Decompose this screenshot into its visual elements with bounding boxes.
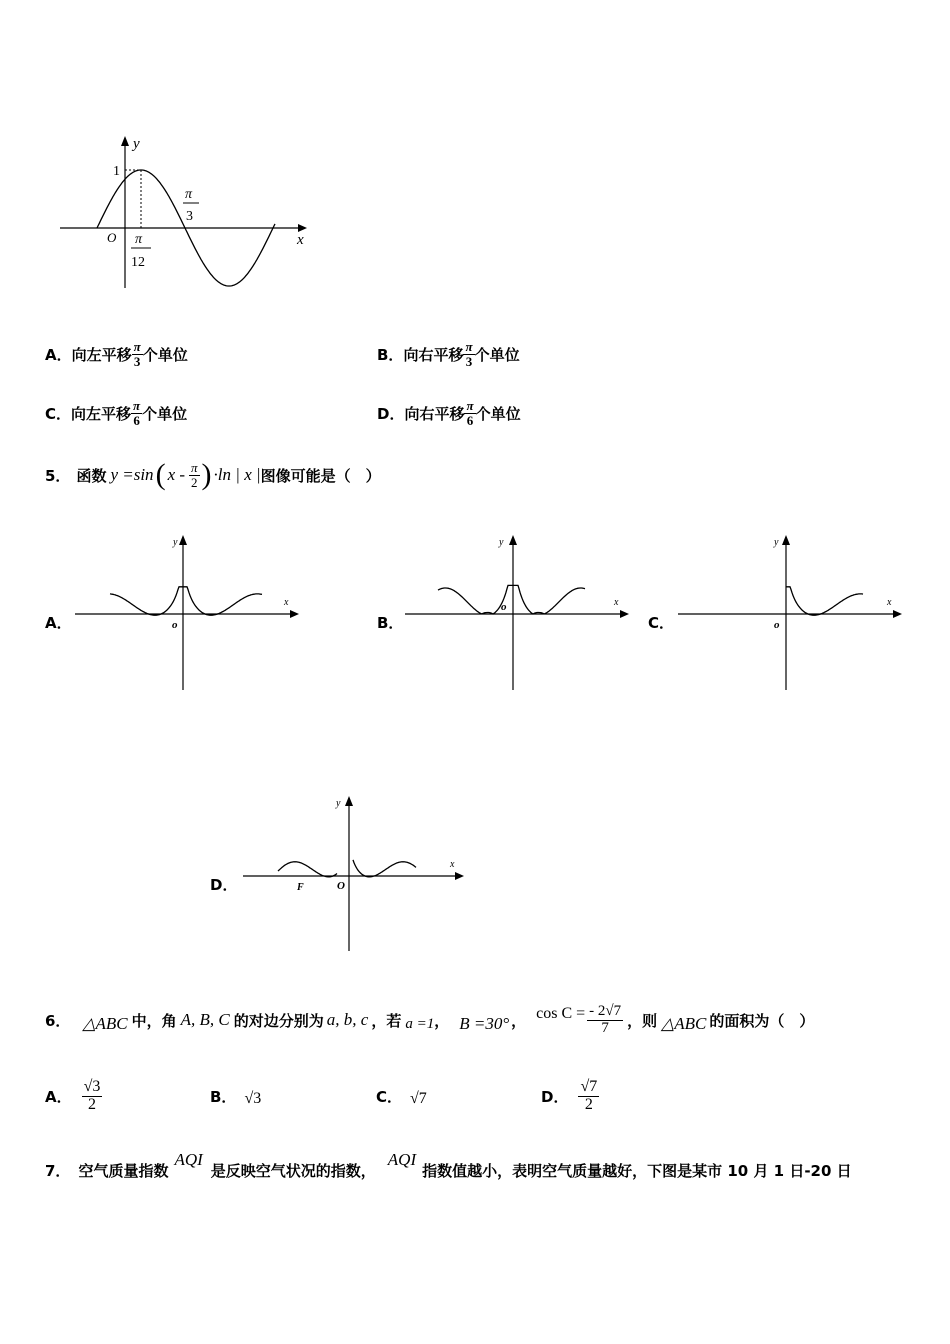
sides: a, b, c bbox=[326, 1010, 369, 1029]
q6-option-d[interactable] bbox=[541, 1068, 599, 1124]
q5-stem: 5． 函数 y =sin ( x - $\frac{\pi}{2}$ ) ·ln | x | 图像可能是（ ） bbox=[45, 458, 381, 491]
x-axis-arrow bbox=[298, 224, 307, 232]
option-text: 向左平移 bbox=[71, 404, 132, 423]
option-text: 个单位 bbox=[475, 404, 521, 423]
stem-text: 空气质量指数 bbox=[78, 1161, 169, 1180]
option-letter: C． bbox=[45, 404, 72, 423]
svg-text:x: x bbox=[887, 597, 892, 608]
y-label: y bbox=[133, 136, 140, 152]
option-text: 个单位 bbox=[142, 404, 188, 423]
option-fraction: $\frac{√7}{2}$ bbox=[580, 1077, 598, 1113]
svg-text:x: x bbox=[614, 597, 619, 608]
x-label: x bbox=[297, 232, 304, 248]
pi3-num: π bbox=[185, 187, 193, 202]
option-letter: A． bbox=[45, 345, 72, 364]
option-letter: B． bbox=[210, 1087, 237, 1106]
stem-text: 函数 bbox=[76, 466, 107, 485]
formula-part: x - bbox=[167, 465, 186, 484]
graph-c[interactable] bbox=[673, 532, 908, 692]
option-letter: D． bbox=[377, 404, 405, 423]
svg-text:o: o bbox=[774, 619, 780, 631]
q4-option-d[interactable] bbox=[377, 399, 521, 427]
option-text: 向右平移 bbox=[404, 404, 465, 423]
triangle-label: △ABC bbox=[82, 1014, 128, 1033]
formula-fraction: $\frac{\pi}{2}$ bbox=[191, 459, 198, 490]
question-number: 6． bbox=[45, 1011, 71, 1030]
question-number: 7． bbox=[45, 1161, 71, 1180]
svg-text:y: y bbox=[499, 537, 504, 548]
svg-text:F: F bbox=[297, 882, 304, 893]
option-text: 向左平移 bbox=[71, 345, 132, 364]
q4-option-c[interactable] bbox=[45, 399, 187, 427]
stem-text: ，则 bbox=[627, 1011, 658, 1030]
option-fraction: $\frac{\pi}{3}$ bbox=[133, 339, 141, 369]
q6-stem: 6． △ABC 中，角 A, B, C 的对边分别为 a, b, c ，若 a =1 ， B =30° ， cos C = $\frac{- 2√7}{7}$ ，则 △ABC 的面积为（ ） bbox=[45, 1002, 815, 1036]
stem-text: 中，角 bbox=[131, 1011, 177, 1030]
graph-a-letter[interactable]: A． bbox=[45, 614, 72, 632]
graph-d-curve bbox=[278, 860, 416, 877]
option-text: 个单位 bbox=[142, 345, 188, 364]
graph-c-curve bbox=[786, 587, 863, 615]
pi3-den: 3 bbox=[186, 209, 193, 224]
graph-b-letter[interactable]: B． bbox=[377, 614, 404, 632]
svg-text:x: x bbox=[284, 597, 289, 608]
q6-option-c[interactable] bbox=[376, 1068, 427, 1124]
q7-stem bbox=[45, 1150, 852, 1190]
a-eq: a =1 bbox=[405, 1015, 435, 1032]
angles: A, B, C bbox=[180, 1010, 230, 1029]
cos-fraction: $\frac{- 2√7}{7}$ bbox=[589, 1002, 622, 1036]
graph-a[interactable] bbox=[70, 532, 305, 692]
option-fraction: $\frac{√3}{2}$ bbox=[83, 1077, 101, 1113]
option-fraction: $\frac{\pi}{3}$ bbox=[465, 339, 473, 369]
option-text: 个单位 bbox=[474, 345, 520, 364]
graph-d[interactable] bbox=[238, 793, 473, 953]
q4-option-a[interactable] bbox=[45, 340, 188, 368]
option-value: √7 bbox=[410, 1090, 427, 1107]
option-fraction: $\frac{\pi}{6}$ bbox=[133, 398, 141, 428]
formula-part: y =sin bbox=[110, 465, 154, 484]
option-letter: D． bbox=[541, 1087, 569, 1106]
triangle-label: △ABC bbox=[661, 1014, 707, 1033]
stem-text: 是反映空气状况的指数， bbox=[210, 1161, 376, 1180]
aqi-symbol: AQI bbox=[174, 1150, 203, 1169]
stem-text: 图像可能是（ ） bbox=[260, 466, 381, 485]
svg-text:y: y bbox=[173, 537, 178, 548]
option-letter: A． bbox=[45, 1087, 72, 1106]
max-label: 1 bbox=[113, 164, 120, 179]
stem-text: 的对边分别为 bbox=[233, 1011, 324, 1030]
option-letter: C． bbox=[376, 1087, 403, 1106]
graph-a-curve bbox=[110, 587, 262, 615]
svg-text:O: O bbox=[337, 880, 345, 892]
pi12-num: π bbox=[135, 232, 143, 247]
svg-text:o: o bbox=[501, 601, 507, 613]
q6-option-a[interactable] bbox=[45, 1068, 102, 1124]
pi12-den: 12 bbox=[131, 255, 145, 270]
formula-part: ·ln | x | bbox=[213, 465, 261, 484]
q6-option-b[interactable] bbox=[210, 1068, 261, 1124]
sine-graph-figure bbox=[55, 130, 325, 295]
y-axis-arrow bbox=[121, 136, 129, 146]
stem-text: 指数值越小，表明空气质量越好，下图是某市 10 月 1 日-20 日 bbox=[422, 1161, 852, 1180]
option-text: 向右平移 bbox=[403, 345, 464, 364]
graph-d-letter[interactable]: D． bbox=[210, 876, 238, 894]
graph-b-curve bbox=[438, 585, 585, 614]
aqi-symbol: AQI bbox=[387, 1150, 417, 1169]
svg-text:y: y bbox=[774, 537, 779, 548]
option-fraction: $\frac{\pi}{6}$ bbox=[466, 398, 474, 428]
stem-text: ，若 bbox=[371, 1011, 402, 1030]
graph-b[interactable] bbox=[400, 532, 635, 692]
option-letter: B． bbox=[377, 345, 404, 364]
option-value: √3 bbox=[244, 1090, 262, 1107]
svg-text:o: o bbox=[172, 619, 178, 631]
svg-text:y: y bbox=[336, 798, 341, 809]
b-eq: B =30° bbox=[459, 1014, 510, 1033]
graph-c-letter[interactable]: C． bbox=[648, 614, 675, 632]
cos-left: cos C = bbox=[536, 1005, 586, 1022]
stem-text: 的面积为（ ） bbox=[709, 1011, 815, 1030]
question-number: 5． bbox=[45, 466, 71, 485]
origin-label: O bbox=[107, 230, 117, 245]
svg-text:x: x bbox=[450, 859, 455, 870]
q4-option-b[interactable] bbox=[377, 340, 520, 368]
